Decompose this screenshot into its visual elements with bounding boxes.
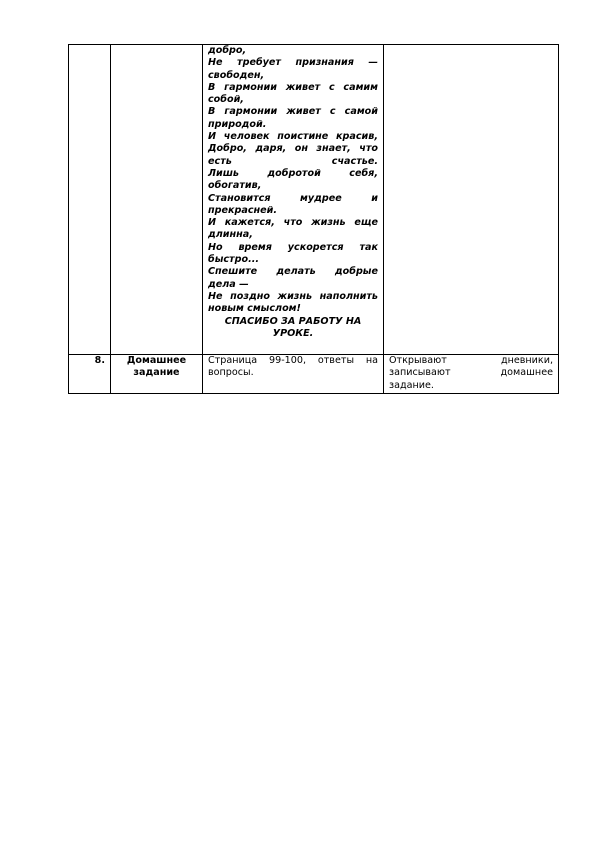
poem-line: Не требует признания — (208, 57, 378, 69)
poem-line: Становится мудрее и (208, 192, 378, 204)
poem-line: В гармонии живет с самим (208, 81, 378, 93)
homework-content-cell (203, 355, 384, 394)
poem-cell (203, 45, 384, 355)
thanks-line: УРОКЕ. (272, 327, 314, 339)
poem-line: И человек поистине красив, (208, 131, 378, 143)
poem-line: обогатив, (208, 180, 262, 192)
poem-line: быстро... (208, 254, 260, 266)
homework-content-line: Страница 99-100, ответы на (208, 355, 378, 366)
poem-line: Добро, даря, он знает, что (208, 143, 378, 155)
student-activity-line: Открывают дневники, (389, 355, 553, 366)
lesson-plan-table (68, 44, 559, 394)
homework-content-line: вопросы. (208, 367, 254, 379)
stage-cell (111, 45, 203, 355)
row-number: 8. (94, 355, 105, 366)
student-activity-line: записывают домашнее (389, 367, 553, 379)
poem-line: В гармонии живет с самой (208, 106, 378, 118)
poem-line: Спешите делать добрые (208, 266, 378, 278)
table-row (69, 45, 559, 355)
poem-line: свободен, (208, 69, 265, 81)
poem-line: добро, (208, 45, 247, 56)
row-number-cell (69, 355, 111, 394)
table-row (69, 355, 559, 394)
poem-line: собой, (208, 94, 244, 106)
poem-line: есть счастье. (208, 155, 378, 167)
poem-line: дела — (208, 278, 249, 290)
stage-cell (111, 355, 203, 394)
poem-line: Не поздно жизнь наполнить (208, 290, 378, 302)
student-activity-cell (384, 355, 559, 394)
stage-title-line: Домашнее (126, 355, 187, 366)
poem-line: Лишь добротой себя, (208, 167, 378, 179)
poem-line: прекрасней. (208, 204, 278, 216)
poem-line: Но время ускорeтся так (208, 241, 378, 253)
poem-line: новым смыслом! (208, 303, 301, 315)
thanks-line: СПАСИБО ЗА РАБОТУ НА (224, 315, 362, 327)
row-number-cell (69, 45, 111, 355)
activity-cell (384, 45, 559, 355)
poem-line: природой. (208, 118, 267, 130)
poem-line: И кажется, что жизнь еще (208, 217, 378, 229)
student-activity-line: задание. (389, 379, 434, 391)
stage-title-line: задание (133, 367, 180, 379)
poem-line: длинна, (208, 229, 253, 241)
